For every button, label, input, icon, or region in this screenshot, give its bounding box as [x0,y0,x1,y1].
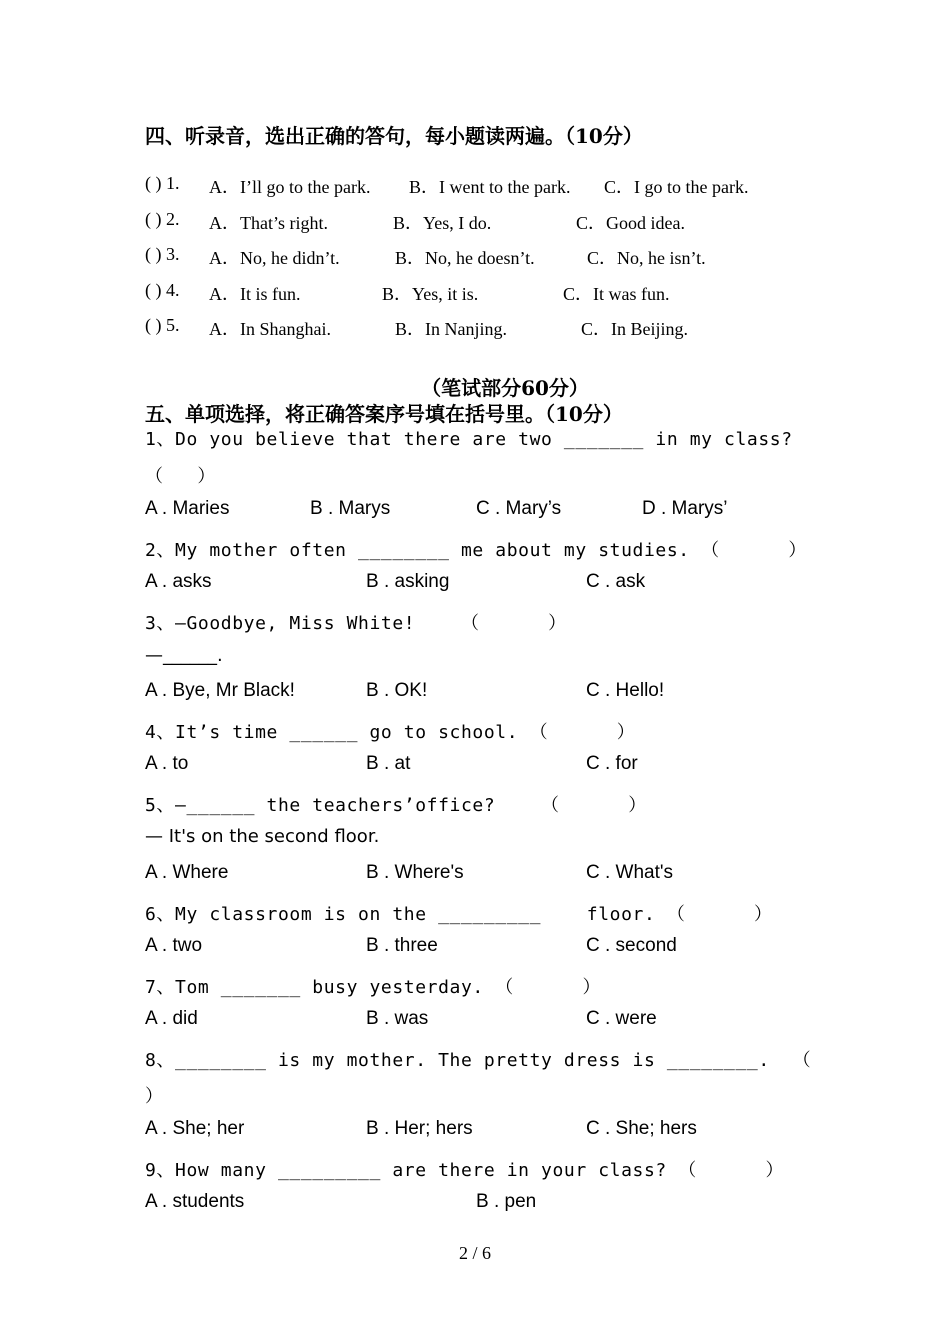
option-c: C . for [586,753,638,774]
option-c: C . were [586,1008,657,1029]
question-7: 7、Tom _______ busy yesterday. （ ） [145,977,602,998]
question-8: 8、________ is my mother. The pretty dress is ________. （ [145,1050,812,1071]
option-b: B . OK! [366,680,428,701]
section-4-title: 四、听录音，选出正确的答句，每小题读两遍。（10分） [145,124,643,148]
section-5-title: 五、单项选择，将正确答案序号填在括号里。（10分） [145,402,623,426]
option-b: B . Marys [310,498,391,519]
question-1: 1、Do you believe that there are two _______ in my class? [145,429,793,450]
question-4: 4、It’s time ______ go to school. （ ） [145,722,636,743]
question-9: 9、How many _________ are there in your class? （ ） [145,1160,785,1181]
option-c: C . second [586,935,677,956]
option-b: B．Yes, I do. [393,213,492,233]
item-number: ( ) 4. [145,280,180,300]
option-c: C．In Beijing. [581,319,688,339]
question-3-response-blank: —______. [145,645,223,666]
page-number: 2 / 6 [458,1243,491,1263]
option-a: A . Maries [145,498,230,519]
option-a: A . did [145,1008,198,1029]
question-3: 3、—Goodbye, Miss White! （ ） [145,613,567,634]
option-c: C．No, he isn’t. [587,248,706,268]
option-a: A . Bye, Mr Black! [145,680,295,701]
option-b: B . Where's [366,862,464,883]
option-d: D . Marys’ [642,498,728,519]
option-a: A . to [145,753,189,774]
item-number: ( ) 2. [145,209,180,229]
option-a: A . students [145,1191,245,1212]
question-5-response: — It's on the second floor. [145,826,380,847]
option-a: A . two [145,935,203,956]
item-number: ( ) 5. [145,315,180,335]
written-part-heading: （笔试部分60分） [421,376,589,400]
option-a: A．That’s right. [209,213,328,233]
option-b: B . three [366,935,438,956]
option-c: C．It was fun. [563,284,670,304]
question-1-answer-bracket: （ ） [145,466,216,487]
option-c: C . Mary’s [476,498,562,519]
item-number: ( ) 1. [145,173,180,193]
option-a: A．In Shanghai. [209,319,331,339]
option-c: C . Hello! [586,680,665,701]
option-b: B . asking [366,571,450,592]
option-b: B．In Nanjing. [395,319,507,339]
option-b: B . pen [476,1191,537,1212]
option-b: B . at [366,753,411,774]
item-number: ( ) 3. [145,244,180,264]
option-a: A．It is fun. [209,284,301,304]
option-b: B．I went to the park. [409,177,571,197]
option-a: A . Where [145,862,229,883]
option-a: A . asks [145,571,212,592]
option-c: C . What's [586,862,674,883]
question-2: 2、My mother often ________ me about my studies. （ ） [145,540,807,561]
option-c: C．Good idea. [576,213,685,233]
question-5: 5、—______ the teachers’office? （ ） [145,795,647,816]
option-a: A．No, he didn’t. [209,248,340,268]
option-b: B . Her; hers [366,1118,473,1139]
option-c: C . ask [586,571,646,592]
option-b: B．No, he doesn’t. [395,248,535,268]
option-c: C . She; hers [586,1118,697,1139]
option-b: B．Yes, it is. [382,284,479,304]
option-a: A . She; her [145,1118,245,1139]
option-a: A．I’ll go to the park. [209,177,371,197]
option-b: B . was [366,1008,429,1029]
question-6: 6、My classroom is on the _________ floor. （ ） [145,904,773,925]
option-c: C．I go to the park. [604,177,749,197]
question-8-bracket-close: ） [145,1086,163,1107]
